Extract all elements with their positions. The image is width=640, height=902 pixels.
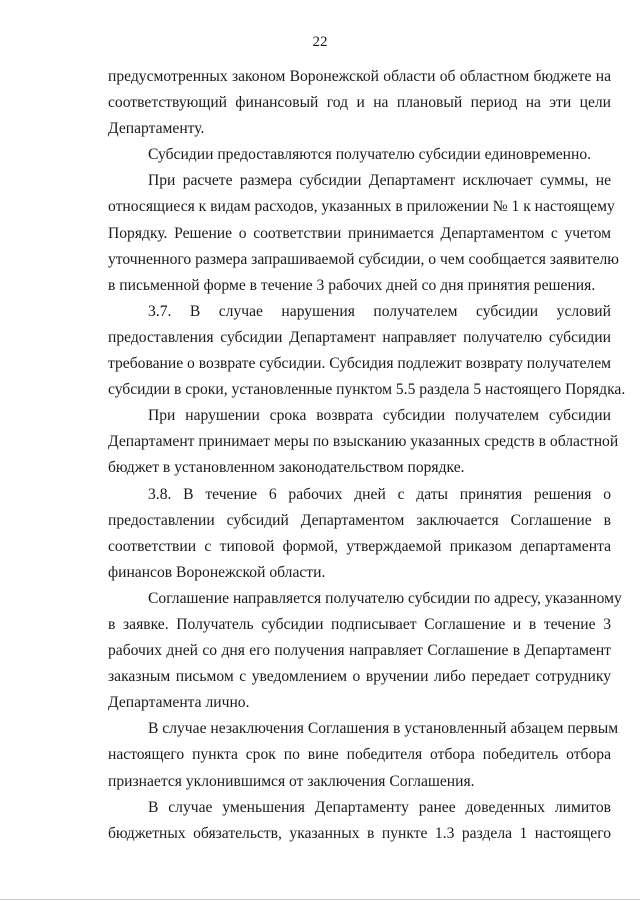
paragraph	[108, 716, 619, 794]
text-line: настоящего пункта срок по вине победителя отбора победитель отбора	[108, 746, 611, 764]
paragraph	[108, 482, 611, 586]
text-line: 3.8. В течение 6 рабочих дней с даты принятия решения о	[148, 485, 611, 503]
paragraph	[108, 403, 619, 481]
text-line: предоставлении субсидий Департаментом заключается Соглашение в	[108, 511, 611, 529]
text-line: Департамент принимает меры по взысканию указанных средств в областной	[108, 433, 619, 451]
text-line: в письменной форме в течение 3 рабочих дней со дня принятия решения.	[108, 276, 596, 294]
paragraph	[108, 795, 611, 847]
text-line: в заявке. Получатель субсидии подписывает Соглашение и в течение 3	[108, 615, 611, 633]
paragraph	[108, 64, 611, 142]
text-line: бюджет в установленном законодательством порядке.	[108, 459, 465, 477]
paragraph	[108, 168, 619, 298]
text-line: В случае уменьшения Департаменту ранее доведенных лимитов	[148, 798, 611, 816]
text-line: признается уклонившимся от заключения Соглашения.	[108, 772, 475, 790]
paragraph	[108, 142, 611, 168]
text-line: В случае незаключения Соглашения в установленный абзацем первым	[148, 720, 619, 738]
page-number: 22	[312, 34, 328, 50]
page-bottom-edge	[0, 899, 640, 900]
text-line: соответствии с типовой формой, утверждаемой приказом департамента	[108, 537, 611, 555]
text-line: Порядку. Решение о соответствии принимается Департаментом с учетом	[108, 224, 611, 242]
text-line: Субсидии предоставляются получателю субсидии единовременно.	[148, 146, 592, 164]
text-line: Департамента лично.	[108, 694, 250, 712]
text-line: финансов Воронежской области.	[108, 563, 326, 581]
text-line: При расчете размера субсидии Департамент исключает суммы, не	[148, 172, 611, 190]
document-body	[108, 64, 626, 847]
text-line: заказным письмом с уведомлением о вручении либо передает сотруднику	[108, 668, 611, 686]
text-line: требование о возврате субсидии. Субсидия подлежит возврату получателем	[108, 355, 611, 373]
text-line: Соглашение направляется получателю субсидии по адресу, указанному	[148, 589, 622, 607]
text-line: уточненного размера запрашиваемой субсидии, о чем сообщается заявителю	[108, 250, 619, 268]
paragraph	[108, 586, 622, 716]
text-line: 3.7. В случае нарушения получателем субсидии условий	[148, 302, 611, 320]
paragraph	[108, 299, 626, 403]
text-line: предусмотренных законом Воронежской области об областном бюджете на	[108, 68, 611, 85]
text-line: Департаменту.	[108, 120, 205, 138]
text-line: субсидии в сроки, установленные пунктом 5.5 раздела 5 настоящего Порядка.	[108, 381, 626, 399]
text-line: рабочих дней со дня его получения направляет Соглашение в Департамент	[108, 642, 611, 660]
text-line: бюджетных обязательств, указанных в пункте 1.3 раздела 1 настоящего	[108, 824, 611, 842]
text-line: При нарушении срока возврата субсидии получателем субсидии	[148, 407, 611, 425]
text-line: соответствующий финансовый год и на плановый период на эти цели	[108, 94, 611, 112]
text-line: предоставления субсидии Департамент направляет получателю субсидии	[108, 328, 611, 346]
text-line: относящиеся к видам расходов, указанных в приложении № 1 к настоящему	[108, 198, 615, 216]
